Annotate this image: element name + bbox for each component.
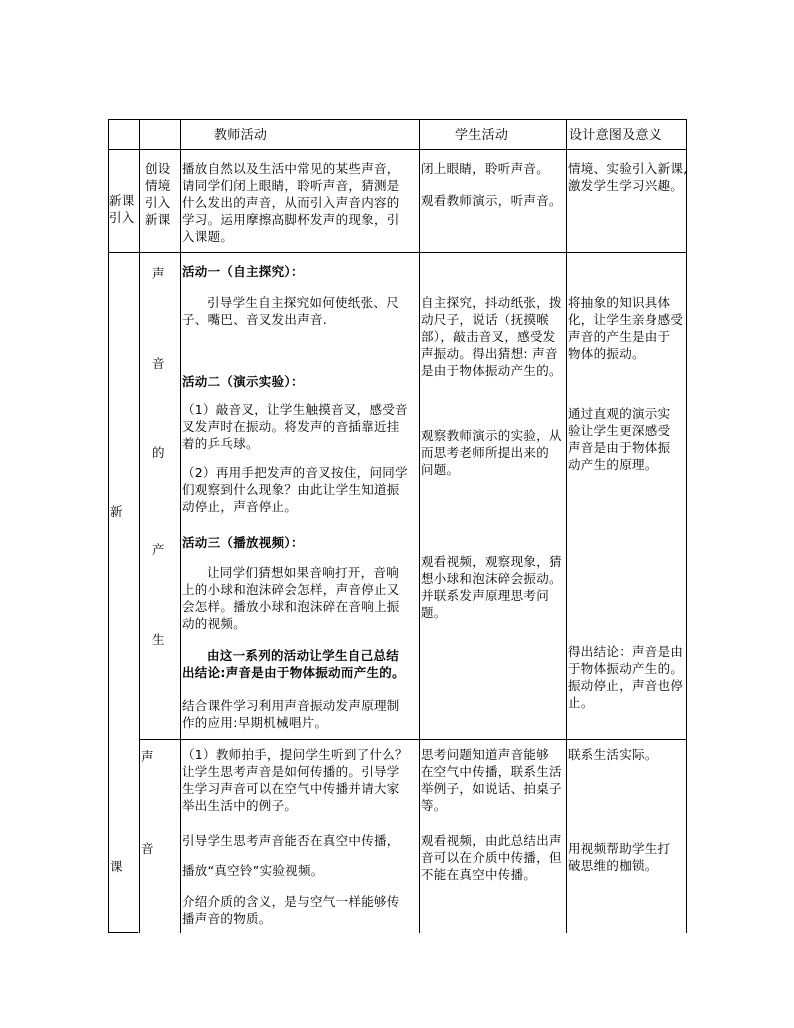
propagation-teacher-text-4: 介绍介质的含义，是与空气一样能够传 播声音的物质。	[182, 894, 400, 926]
propagation-student-text-1: 思考问题知道声音能够 在空气中传播，联系生活 举例子，如说话、拍桌子 等。	[421, 747, 562, 813]
application-text: 结合课件学习利用声音振动发声原理制 作的应用:早期机械唱片。	[182, 698, 400, 730]
header-student-activity: 学生活动	[455, 128, 509, 143]
topic-sound-production-char-4: 产	[152, 542, 165, 557]
table-border-right	[686, 119, 687, 933]
table-border-bottom	[108, 932, 138, 933]
intro-sub-label: 创设 情境 引入 新课	[145, 161, 171, 227]
col-divider-4	[566, 119, 567, 933]
propagation-teacher-text-1: （1）教师拍手，提问学生听到了什么？ 让学生思考声音是如何传播的。引导学 生学习声音可以在空气中传播并请大家 举出生活中的例子。	[182, 747, 408, 813]
propagation-teacher-text-3: 播放“真空铃”实验视频。	[182, 863, 324, 878]
activity-2-text-2: （2）再用手把发声的音叉按住，问同学 们观察到什么现象？由此让学生知道振 动停止，声音停止。	[182, 465, 408, 514]
student-activity-1: 自主探究，抖动纸张，拨 动尺子，说话（抚摸喉 部），敲击音叉，感受发 声振动。得出猜想: 声音 是由于物体振动产生的。	[421, 295, 562, 378]
topic-sound-production-char-2: 音	[152, 356, 165, 371]
design-intent-1: 将抽象的知识具体 化，让学生亲身感受 声音的产生是由于 物体的振动。	[568, 295, 684, 361]
col-divider-2	[180, 119, 181, 933]
propagation-design-text-2: 用视频帮助学生打 破思维的枷锁。	[568, 841, 671, 873]
conclusion-text: 由这一系列的活动让学生自己总结 出结论:声音是由于物体振动而产生的。	[182, 648, 405, 680]
intro-student-text-2: 观看教师演示，听声音。	[421, 193, 562, 208]
new-lesson-label-bottom: 课	[110, 859, 123, 874]
col-divider-1	[139, 119, 140, 933]
subsection-divider	[140, 739, 687, 740]
table-border-left	[108, 119, 109, 933]
intro-student-text-1: 闭上眼睛，聆听声音。	[421, 161, 550, 176]
header-teacher-activity: 教师活动	[214, 128, 268, 143]
activity-3-title: 活动三（播放视频）：	[182, 535, 304, 550]
header-design-intent: 设计意图及意义	[569, 128, 663, 143]
propagation-teacher-text-2: 引导学生思考声音能否在真空中传播，	[182, 833, 400, 848]
new-lesson-label-top: 新	[110, 504, 123, 519]
activity-2-title: 活动二（演示实验）：	[182, 374, 304, 389]
intro-section-label: 新课 引入	[109, 193, 135, 225]
student-activity-2: 观察教师演示的实验，从 而思考老师所提出来的 问题。	[421, 428, 562, 477]
propagation-student-text-2: 观看视频，由此总结出声 音可以在介质中传播，但 不能在真空中传播。	[421, 833, 562, 882]
topic-sound-propagation-char-2: 音	[141, 841, 154, 856]
header-row-divider	[108, 149, 687, 150]
topic-sound-production-char-5: 生	[152, 632, 165, 647]
design-intent-2: 通过直观的演示实 验让学生更深感受 声音是由于物体振 动产生的原理。	[568, 406, 671, 472]
topic-sound-production-char-1: 声	[152, 266, 165, 281]
intro-design-text: 情境、实验引入新课, 激发学生学习兴趣。	[568, 161, 688, 193]
activity-2-text-1: （1）敲音叉，让学生触摸音叉，感受音 叉发声时在振动。将发声的音插靠近挂 着的乒乓球。	[182, 402, 408, 451]
propagation-design-text-1: 联系生活实际。	[568, 747, 658, 762]
topic-sound-production-char-3: 的	[152, 445, 165, 460]
design-conclusion: 得出结论：声音是由 于物体振动产生的。 振动停止，声音也停 止。	[568, 644, 684, 710]
intro-row-divider	[108, 252, 687, 253]
col-divider-3	[419, 119, 420, 933]
activity-3-text: 让同学们猜想如果音响打开，音响 上的小球和泡沫碎会怎样，声音停止又 会怎样。播放小球和泡沫碎在音响上振 动的视频。	[182, 565, 400, 631]
topic-sound-propagation-char-1: 声	[141, 749, 154, 764]
activity-1-title: 活动一（自主探究）：	[182, 264, 304, 279]
intro-teacher-text: 播放自然以及生活中常见的某些声音， 请同学们闭上眼睛，聆听声音，猜测是 什么发出的声音，从而引入声音内容的 学习。运用摩擦高脚杯发声的现象，引 入课题。	[182, 161, 400, 244]
student-activity-3: 观看视频，观察现象，猜 想小球和泡沫碎会振动。 并联系发声原理思考问 题。	[421, 554, 562, 620]
table-border-top	[108, 119, 687, 120]
activity-1-text: 引导学生自主探究如何使纸张、尺 子、嘴巴、音叉发出声音.	[182, 295, 400, 327]
